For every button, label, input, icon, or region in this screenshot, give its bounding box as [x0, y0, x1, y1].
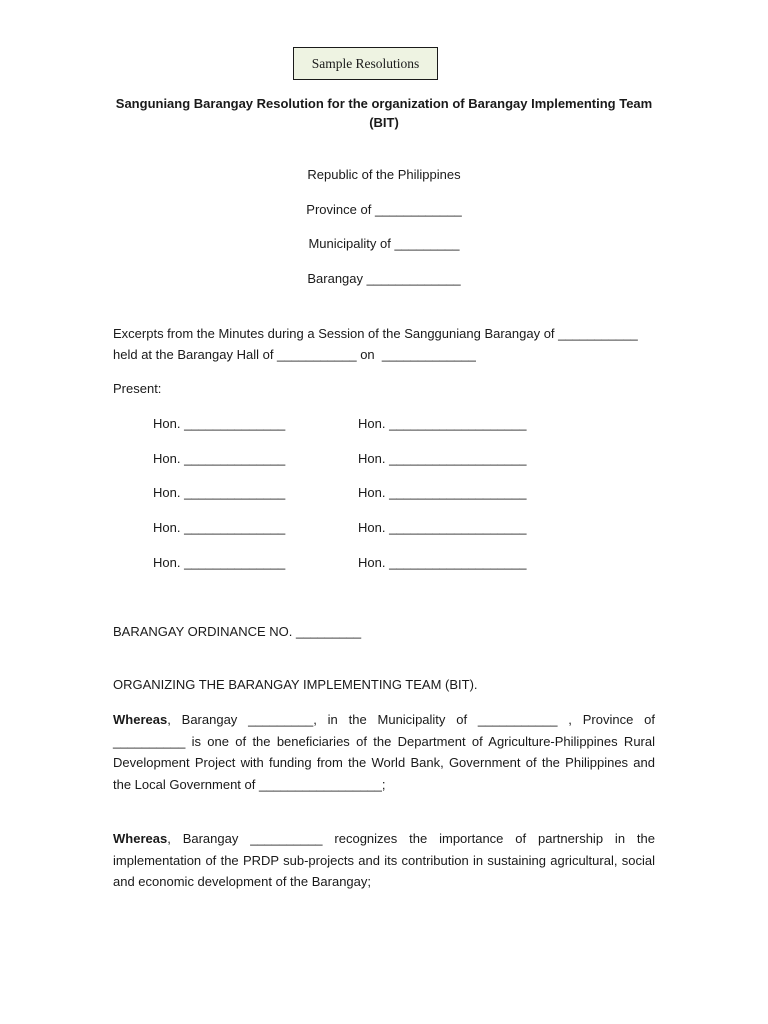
excerpt-line-2: held at the Barangay Hall of ___________ on _____________	[113, 347, 476, 362]
municipality-line: Municipality of _________	[308, 236, 460, 251]
whereas-paragraph-1	[113, 709, 655, 796]
attendee-right: Hon. ___________________	[358, 555, 527, 570]
attendee-left: Hon. ______________	[153, 555, 286, 570]
attendee-right: Hon. ___________________	[358, 485, 527, 500]
excerpt-line-1: Excerpts from the Minutes during a Session of the Sangguniang Barangay of ___________	[113, 326, 638, 341]
present-label: Present:	[113, 381, 162, 396]
ordinance-subject: ORGANIZING THE BARANGAY IMPLEMENTING TEAM (BIT).	[113, 677, 478, 692]
whereas-lead: Whereas	[113, 831, 168, 846]
document-title: Sanguniang Barangay Resolution for the organization of Barangay Implementing Team (BIT)	[115, 96, 653, 130]
whereas-text: , Barangay _________, in the Municipality of ___________ , Province of __________ is one of the beneficiaries of the Department of Agriculture-Philippines Rural Development Project with funding from the World Bank, Government of the Philippines and the Local Government of _________________;	[113, 712, 655, 793]
whereas-lead: Whereas	[113, 712, 168, 727]
attendee-right: Hon. ___________________	[358, 451, 527, 466]
attendee-left: Hon. ______________	[153, 520, 286, 535]
attendee-right: Hon. ___________________	[358, 520, 527, 535]
attendee-left: Hon. ______________	[153, 451, 286, 466]
province-line: Province of ____________	[306, 202, 462, 217]
attendee-left: Hon. ______________	[153, 485, 286, 500]
sample-resolutions-text: Sample Resolutions	[311, 55, 420, 71]
ordinance-number: BARANGAY ORDINANCE NO. _________	[113, 624, 362, 639]
whereas-paragraph-2	[113, 828, 655, 893]
republic-line: Republic of the Philippines	[307, 167, 461, 182]
barangay-line: Barangay _____________	[307, 271, 461, 286]
attendee-left: Hon. ______________	[153, 416, 286, 431]
attendee-right: Hon. ___________________	[358, 416, 527, 431]
whereas-text: , Barangay __________ recognizes the importance of partnership in the implementation of the PRDP sub-projects and its contribution in sustaining agricultural, social and economic development of the Barangay;	[113, 831, 655, 890]
sample-resolutions-label	[293, 47, 438, 80]
